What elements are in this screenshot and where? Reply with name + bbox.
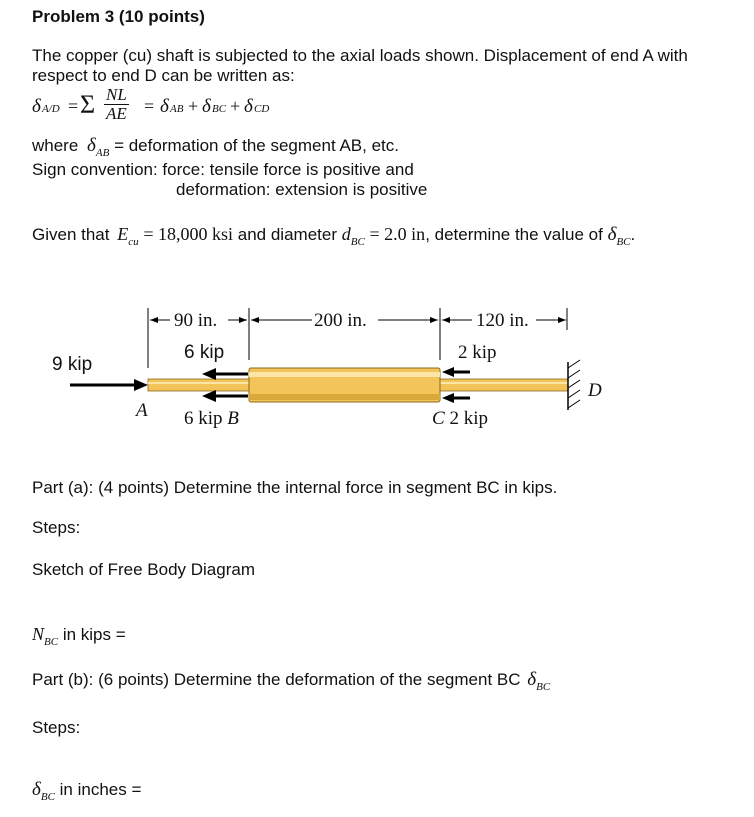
given-end: .	[630, 225, 636, 244]
part-b-heading-delta: δ	[527, 669, 537, 690]
where-line	[32, 136, 399, 158]
part-a-answer-label: in kips =	[62, 625, 126, 644]
nl-over-ae-fraction	[104, 86, 129, 123]
point-c-label: C	[432, 408, 445, 429]
sign-convention-line-2: deformation: extension is positive	[176, 180, 428, 199]
load-b-top-label: 6 kip	[184, 342, 225, 363]
dim-ab-left-head	[150, 317, 158, 323]
part-b-steps: Steps:	[32, 718, 81, 737]
wall-hatch-4	[568, 390, 580, 398]
wall-hatch-1	[568, 360, 580, 368]
intro-line-2: respect to end D can be written as:	[32, 66, 295, 85]
load-b-bottom-block	[184, 408, 239, 430]
fraction-denominator: AE	[106, 104, 127, 123]
part-a-n-subscript: BC	[44, 636, 59, 648]
part-b-heading: Part (b): (6 points) Determine the deformation of the segment BC	[32, 670, 521, 689]
subscript-cd: CD	[254, 103, 270, 115]
where-suffix: = deformation of the segment AB, etc.	[114, 136, 399, 155]
delta-ab-symbol: δ	[160, 96, 169, 117]
part-b-heading-subscript: BC	[536, 681, 551, 693]
where-prefix: where	[32, 136, 79, 155]
subscript-ab: AB	[170, 103, 184, 115]
load-c-top-head	[442, 367, 454, 377]
load-b-bottom-head	[202, 390, 216, 402]
shaft-thick-shadow	[249, 394, 440, 400]
delta-bc-symbol: δ	[202, 96, 211, 117]
shaft-figure	[0, 290, 754, 440]
given-delta-subscript: BC	[616, 236, 631, 248]
load-c-bottom-label: 2 kip	[449, 408, 488, 429]
given-d-subscript: BC	[350, 236, 365, 248]
delta-cd-symbol: δ	[244, 96, 253, 117]
equals-sign: =	[68, 96, 79, 116]
shaft-diagram	[0, 290, 754, 440]
wall-hatch-3	[568, 380, 580, 388]
delta-symbol: δ	[32, 96, 41, 117]
given-line	[32, 224, 635, 247]
part-a-heading: Part (a): (4 points) Determine the internal force in segment BC in kips.	[32, 478, 558, 497]
given-d-value: = 2.0 in	[369, 224, 426, 244]
point-d-label: D	[588, 380, 602, 401]
load-b-bottom-label: 6 kip	[184, 408, 223, 429]
part-b-heading-line	[32, 670, 550, 692]
load-c-bottom-block	[432, 408, 488, 430]
part-a-answer-line	[32, 624, 126, 647]
dim-bc-label: 200 in.	[314, 310, 367, 331]
given-mid: and diameter	[237, 225, 337, 244]
dim-cd-left-head	[442, 317, 450, 323]
where-delta: δ	[87, 135, 96, 156]
given-e-value: = 18,000 ksi	[143, 224, 234, 244]
dim-cd-label: 120 in.	[476, 310, 529, 331]
equals-sign-2: =	[144, 96, 155, 116]
given-suffix: , determine the value of	[425, 225, 603, 244]
load-b-top-head	[202, 368, 216, 380]
shaft-thick-highlight	[249, 372, 440, 377]
given-delta-symbol: δ	[607, 224, 617, 245]
dim-bc-right-head	[430, 317, 438, 323]
dim-ab-right-head	[239, 317, 247, 323]
subscript-bc: BC	[212, 103, 227, 115]
point-b-label: B	[227, 408, 239, 429]
part-a-n-symbol: N	[32, 624, 45, 644]
sigma-symbol: Σ	[80, 90, 96, 119]
given-e-symbol: E	[117, 224, 129, 244]
where-subscript: AB	[95, 147, 110, 159]
given-d-symbol: d	[341, 224, 351, 244]
dim-bc-left-head	[251, 317, 259, 323]
dim-ab-label: 90 in.	[174, 310, 218, 331]
given-prefix: Given that	[32, 225, 110, 244]
subscript-ad: A/D	[42, 103, 60, 115]
part-b-answer-label: in inches =	[59, 780, 142, 799]
part-a-steps: Steps:	[32, 518, 81, 537]
point-a-label: A	[136, 400, 148, 421]
wall-hatch-5	[568, 400, 580, 408]
load-c-bottom-head	[442, 393, 454, 403]
load-a-head	[134, 379, 148, 391]
part-b-delta-symbol: δ	[32, 779, 41, 800]
part-b-delta-subscript: BC	[40, 791, 55, 803]
part-a-sketch-label: Sketch of Free Body Diagram	[32, 560, 255, 579]
sign-convention-line-1: Sign convention: force: tensile force is positive and	[32, 160, 414, 179]
intro-line-1: The copper (cu) shaft is subjected to the axial loads shown. Displacement of end A with	[32, 46, 688, 65]
fraction-numerator: NL	[106, 85, 127, 104]
wall-hatch-2	[568, 370, 580, 378]
dim-cd-right-head	[558, 317, 566, 323]
problem-title: Problem 3 (10 points)	[32, 7, 205, 26]
plus-sign-2: +	[230, 96, 241, 116]
given-e-subscript: cu	[128, 236, 139, 248]
load-a-label: 9 kip	[52, 354, 93, 375]
part-b-answer-line	[32, 780, 141, 802]
plus-sign: +	[188, 96, 199, 116]
load-c-top-label: 2 kip	[458, 342, 497, 363]
